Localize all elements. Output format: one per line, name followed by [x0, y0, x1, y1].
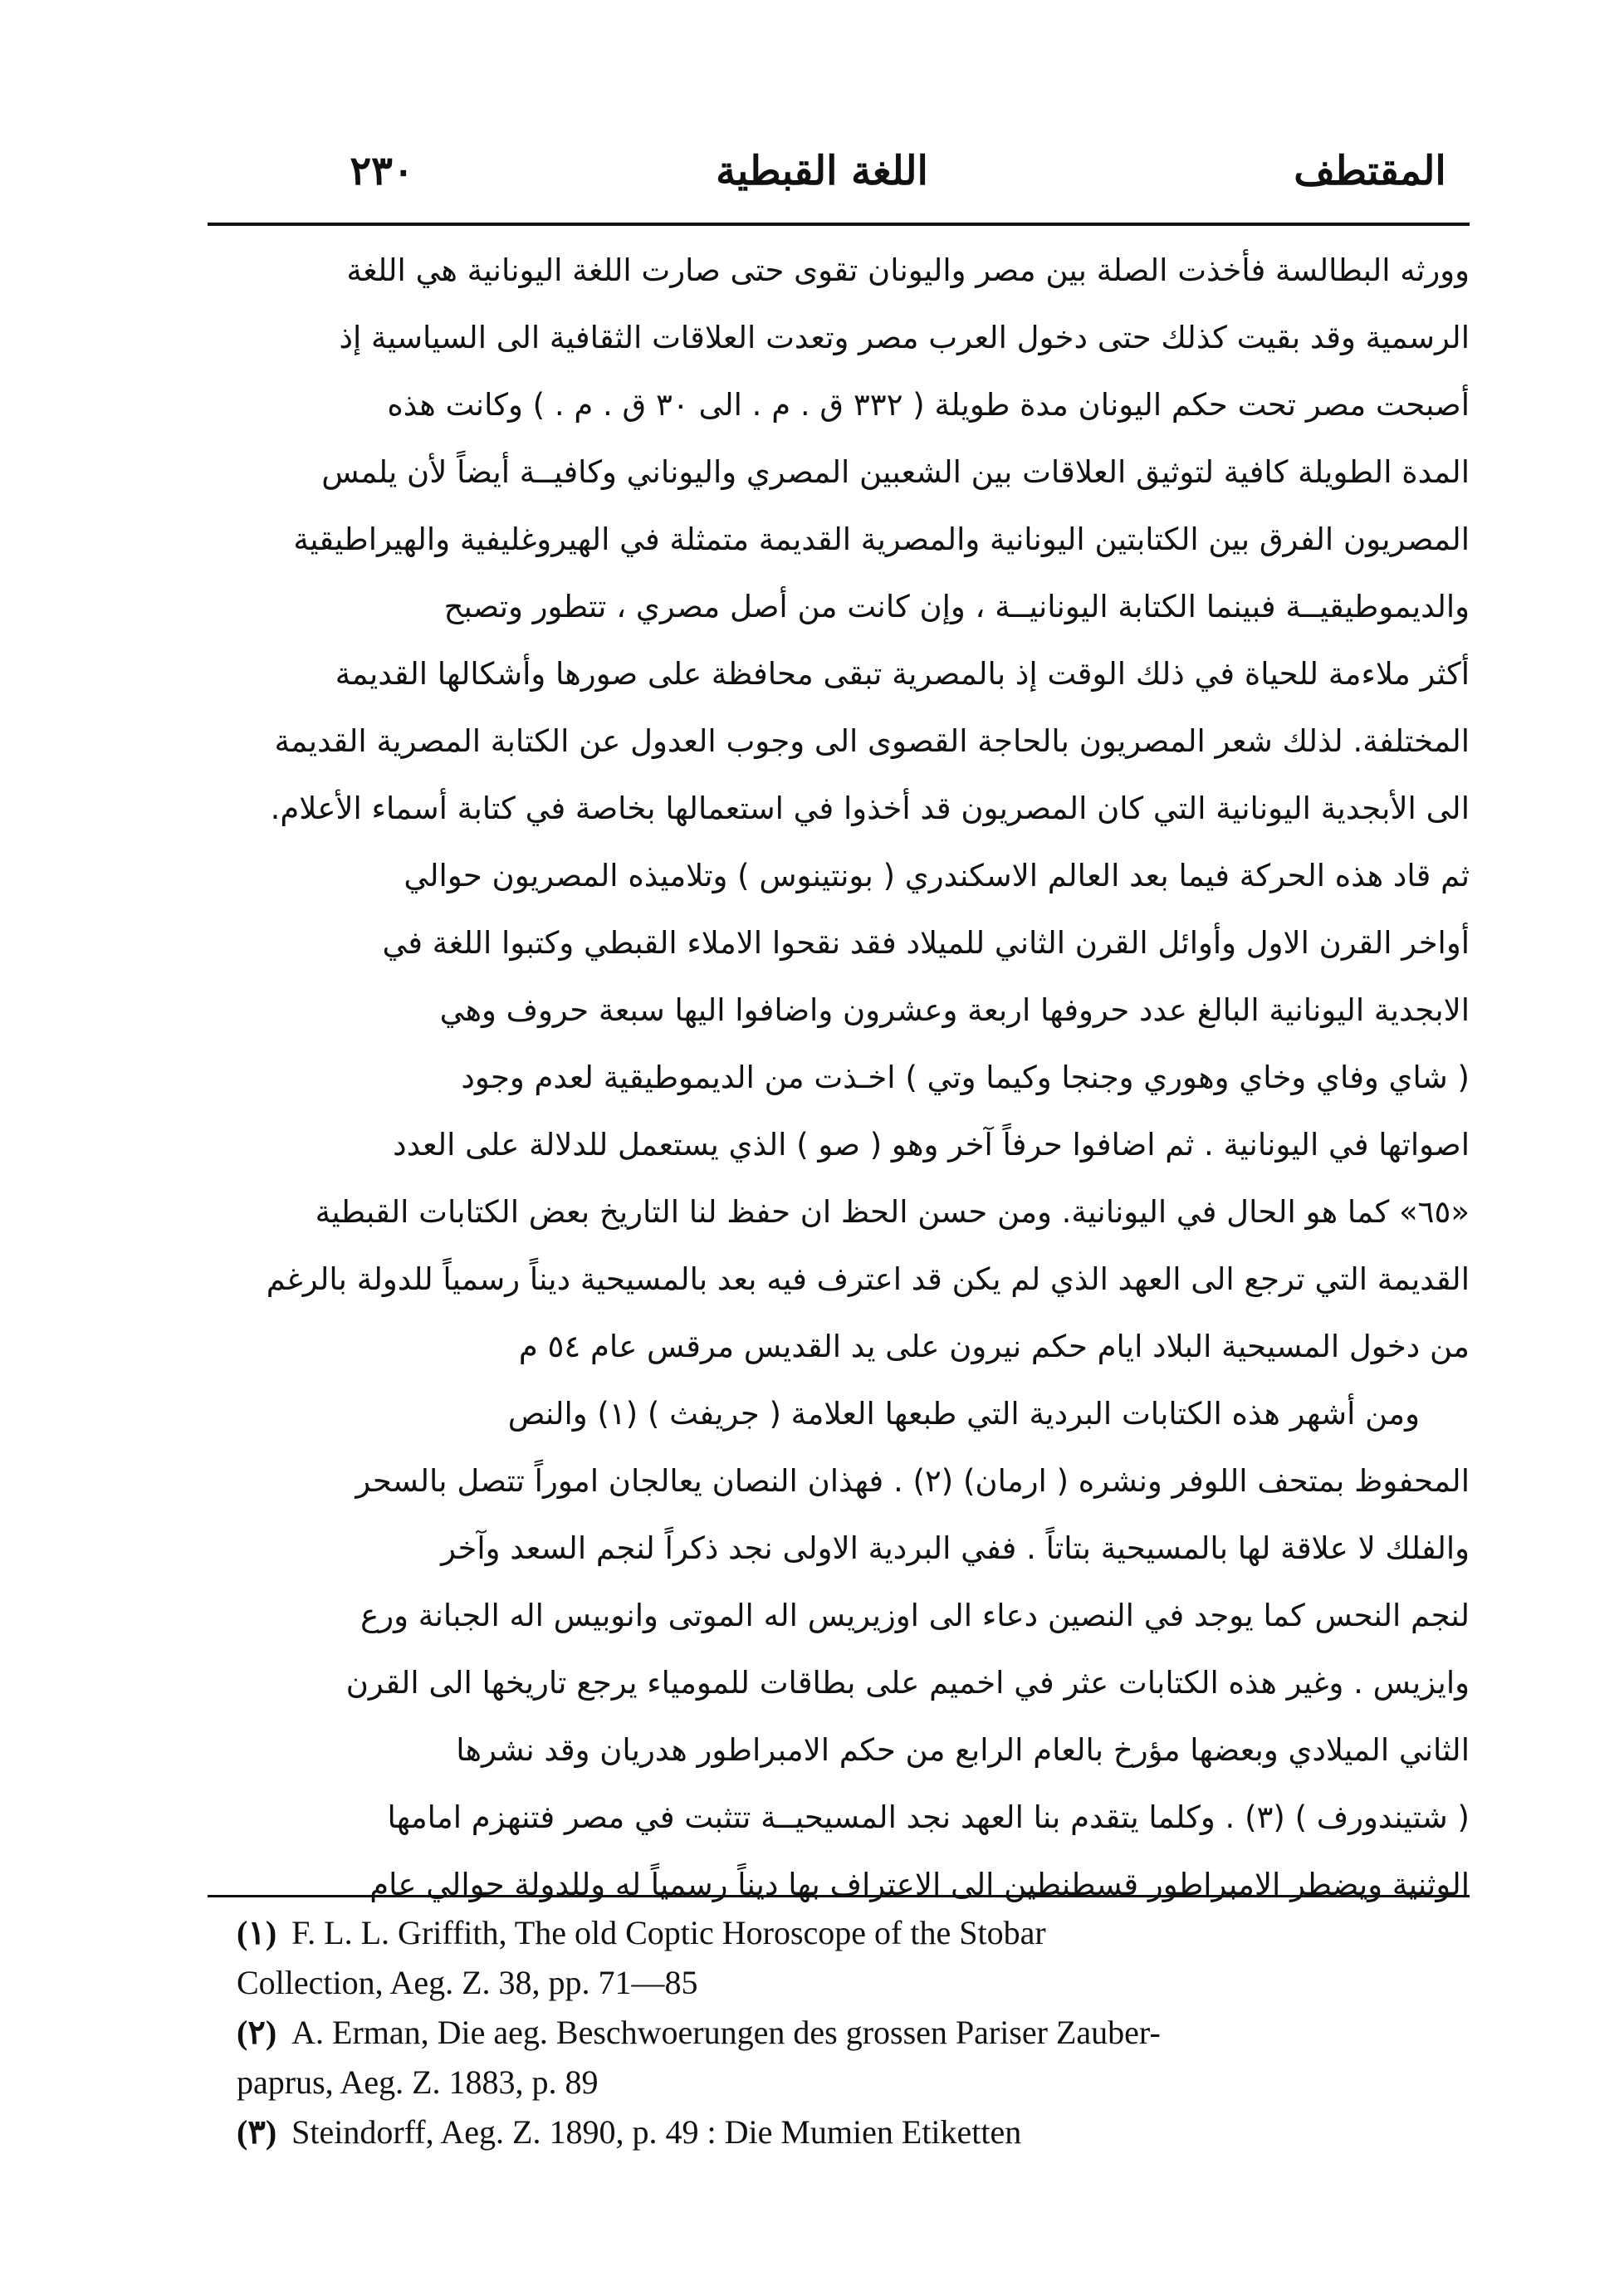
footnote-1-continuation: Collection, Aeg. Z. 38, pp. 71—85 [237, 1964, 698, 2001]
body-line: المدة الطويلة كافية لتوثيق العلاقات بين الشعبين المصري واليوناني وكافيــة أيضاً لأن يلمس [321, 454, 1470, 490]
body-line: لنجم النحس كما يوجد في النصين دعاء الى اوزيريس اله الموتى وانوبيس اله الجبانة ورع [360, 1598, 1470, 1633]
body-line: الابجدية اليونانية البالغ عدد حروفها اربعة وعشرون واضافوا اليها سبعة حروف وهي [439, 992, 1470, 1028]
body-line: المحفوظ بمتحف اللوفر ونشره ( ارمان) (٢) . فهذان النصان يعالجان اموراً تتصل بالسحر [355, 1463, 1470, 1499]
footnote-number: (١) [237, 1914, 277, 1951]
journal-name: المقتطف [1294, 148, 1446, 194]
body-line: ( شتيندورف ) (٣) . وكلما يتقدم بنا العهد نجد المسيحيــة تتثبت في مصر فتنهزم امامها [387, 1799, 1470, 1835]
body-line: اصواتها في اليونانية . ثم اضافوا حرفاً آخر وهو ( صو ) الذي يستعمل للدلالة على العدد [393, 1127, 1470, 1163]
footnote-number: (٢) [237, 2014, 277, 2051]
footnote-3 [237, 2107, 1470, 2157]
body-line: والفلك لا علاقة لها بالمسيحية بتاتاً . ففي البردية الاولى نجد ذكراً لنجم السعد وآخر [441, 1530, 1470, 1566]
body-line: وورثه البطالسة فأخذت الصلة بين مصر واليونان تقوى حتى صارت اللغة اليونانية هي اللغة [346, 252, 1470, 288]
footnote-2 [237, 2008, 1470, 2058]
body-line: أواخر القرن الاول وأوائل القرن الثاني للميلاد فقد نقحوا الاملاء القبطي وكتبوا اللغة في [382, 925, 1470, 961]
footnote-text: Steindorff, Aeg. Z. 1890, p. 49 : Die Mumien Etiketten [291, 2113, 1022, 2151]
body-line: ( شاي وفاي وخاي وهوري وجنجا وكيما وتي ) اخـذت من الديموطيقية لعدم وجود [461, 1060, 1470, 1095]
page-number: ٢٣٠ [350, 148, 414, 194]
body-line: الثاني الميلادي وبعضها مؤرخ بالعام الرابع من حكم الامبراطور هدريان وقد نشرها [456, 1732, 1470, 1768]
body-text [212, 237, 1470, 1918]
footnote-number: (٣) [237, 2113, 277, 2151]
footnote-text: F. L. L. Griffith, The old Coptic Horoscope of the Stobar [291, 1914, 1046, 1951]
body-line: المصريون الفرق بين الكتابتين اليونانية والمصرية القديمة متمثلة في الهيروغليفية والهيراطيقية [293, 521, 1470, 557]
body-line: ثم قاد هذه الحركة فيما بعد العالم الاسكندري ( بونتينوس ) وتلاميذه المصريون حوالي [404, 858, 1470, 893]
body-line: ومن أشهر هذه الكتابات البردية التي طبعها العلامة ( جريفث ) (١) والنص [507, 1396, 1420, 1432]
body-line: «٦٥» كما هو الحال في اليونانية. ومن حسن الحظ ان حفظ لنا التاريخ بعض الكتابات القبطية [315, 1194, 1470, 1230]
body-line: المختلفة. لذلك شعر المصريون بالحاجة القصوى الى وجوب العدول عن الكتابة المصرية القديمة [274, 723, 1470, 759]
header-rule [208, 223, 1470, 226]
body-line: القديمة التي ترجع الى العهد الذي لم يكن قد اعترف فيه بعد بالمسيحية ديناً رسمياً للدولة بالرغم [266, 1261, 1470, 1297]
footnote-1 [237, 1908, 1470, 1958]
body-line: وايزيس . وغير هذه الكتابات عثر في اخميم على بطاقات للمومياء يرجع تاريخها الى القرن [345, 1665, 1470, 1701]
body-line: من دخول المسيحية البلاد ايام حكم نيرون على يد القديس مرقس عام ٥٤ م [518, 1329, 1470, 1364]
body-line: أصبحت مصر تحت حكم اليونان مدة طويلة ( ٣٣٢ ق . م . الى ٣٠ ق . م . ) وكانت هذه [387, 387, 1470, 423]
footnote-rule [208, 1895, 1470, 1897]
footnote-2-continuation: paprus, Aeg. Z. 1883, p. 89 [237, 2063, 599, 2101]
footnotes [237, 1908, 1470, 2157]
body-line: والديموطيقيــة فبينما الكتابة اليونانيــة ، وإن كانت من أصل مصري ، تتطور وتصبح [443, 589, 1470, 624]
body-line: الى الأبجدية اليونانية التي كان المصريون قد أخذوا في استعمالها بخاصة في كتابة أسماء الأعلام. [270, 791, 1470, 826]
body-line: أكثر ملاءمة للحياة في ذلك الوقت إذ بالمصرية تبقى محافظة على صورها وأشكالها القديمة [335, 656, 1470, 692]
body-line: الوثنية ويضطر الامبراطور قسطنطين الى الاعتراف بها ديناً رسمياً له وللدولة حوالي عام [369, 1867, 1470, 1902]
footnote-text: A. Erman, Die aeg. Beschwoerungen des grossen Pariser Zauber- [291, 2014, 1161, 2051]
body-line: الرسمية وقد بقيت كذلك حتى دخول العرب مصر وتعدت العلاقات الثقافية الى السياسية إذ [339, 320, 1470, 355]
running-title: اللغة القبطية [716, 148, 928, 194]
